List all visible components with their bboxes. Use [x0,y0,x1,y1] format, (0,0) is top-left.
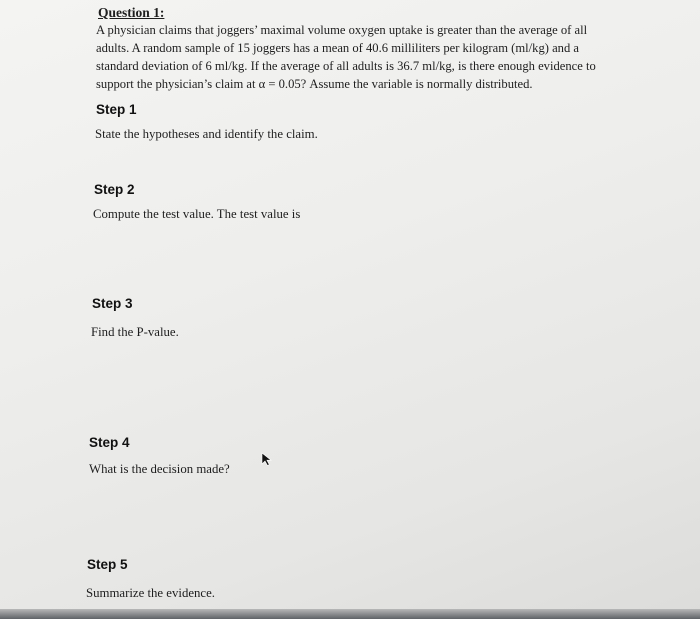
step-4-text: What is the decision made? [89,462,230,476]
question-line-3: standard deviation of 6 ml/kg. If the average of all adults is 36.7 ml/kg, is there enough evidence to [96,59,596,73]
step-5-heading: Step 5 [87,557,128,572]
step-1-text: State the hypotheses and identify the claim. [95,127,318,141]
desk-background [0,609,700,619]
step-3-text: Find the P-value. [91,325,179,339]
question-line-4: support the physician’s claim at α = 0.05? Assume the variable is normally distributed. [96,77,533,91]
step-4-heading: Step 4 [89,435,130,450]
step-2-text: Compute the test value. The test value is [93,207,301,221]
step-5-text: Summarize the evidence. [86,586,215,600]
question-title: Question 1: [98,5,165,20]
step-1-heading: Step 1 [96,102,137,117]
step-2-heading: Step 2 [94,182,135,197]
step-3-heading: Step 3 [92,296,133,311]
question-line-1: A physician claims that joggers’ maximal volume oxygen uptake is greater than the average of all [96,23,588,37]
question-line-2: adults. A random sample of 15 joggers has a mean of 40.6 milliliters per kilogram (ml/kg) and a [96,41,580,55]
mouse-pointer-icon [261,452,273,466]
